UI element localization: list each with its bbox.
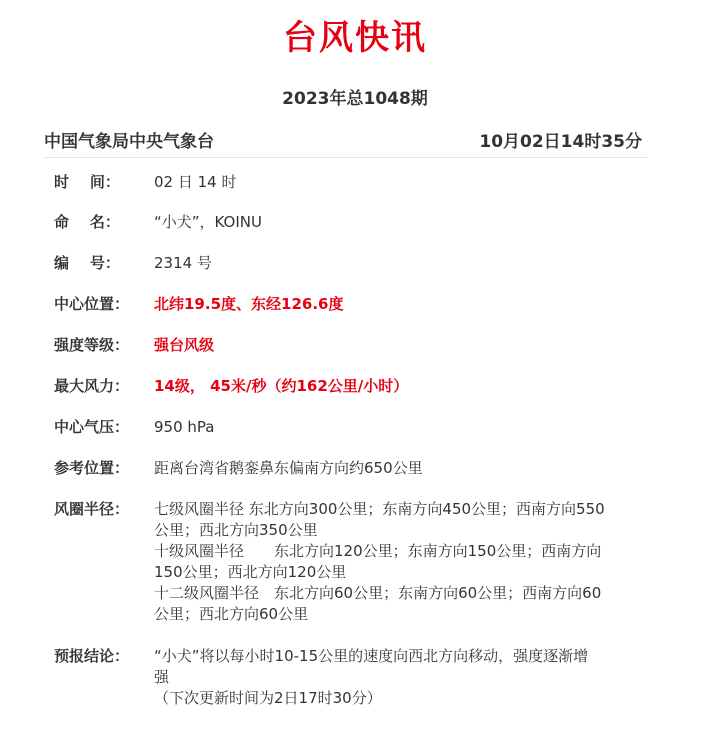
radius-line: 十二级风圈半径 东北方向60公里；东南方向60公里；西南方向60 (154, 584, 602, 602)
field-label: 中心气压： (54, 418, 130, 436)
field-value: 2314 号 (154, 254, 212, 272)
field-label: 最大风力： (54, 377, 130, 395)
issue-number: 2023年总1048期 (282, 89, 428, 109)
page-title: 台风快讯 (283, 18, 427, 58)
agency-name: 中国气象局中央气象台 (44, 132, 214, 152)
field-value (154, 646, 632, 709)
field-label: 参考位置： (54, 459, 130, 477)
radius-line: 公里；西北方向60公里 (154, 605, 309, 623)
field-label: 命 名： (54, 213, 120, 231)
field-label: 编 号： (54, 254, 120, 272)
field-label: 预报结论： (54, 647, 130, 665)
issue-datetime: 10月02日14时35分 (479, 132, 642, 152)
field-value: 14级， 45米/秒（约162公里/小时） (154, 377, 409, 395)
bulletin-header (44, 127, 648, 158)
field-value: 距离台湾省鹅銮鼻东偏南方向约650公里 (154, 459, 423, 477)
radius-line: 十级风圈半径 东北方向120公里；东南方向150公里；西南方向 (154, 542, 602, 560)
field-value: 强台风级 (154, 336, 215, 354)
field-label: 中心位置： (54, 295, 130, 313)
forecast-line: “小犬”将以每小时10-15公里的速度向西北方向移动，强度逐渐增 (154, 647, 589, 665)
field-value: 北纬19.5度、东经126.6度 (154, 295, 344, 313)
field-label: 强度等级： (54, 336, 130, 354)
forecast-line: （下次更新时间为2日17时30分） (154, 689, 382, 707)
radius-line: 七级风圈半径 东北方向300公里；东南方向450公里；西南方向550 (154, 500, 605, 518)
field-value: 02 日 14 时 (154, 173, 237, 191)
field-label: 时 间： (54, 173, 120, 191)
radius-line: 公里；西北方向350公里 (154, 521, 318, 539)
field-value: “小犬”，KOINU (154, 213, 262, 231)
forecast-line: 强 (154, 668, 170, 686)
field-value (154, 499, 632, 625)
radius-line: 150公里；西北方向120公里 (154, 563, 347, 581)
field-value: 950 hPa (154, 418, 215, 436)
field-label: 风圈半径： (54, 500, 130, 518)
